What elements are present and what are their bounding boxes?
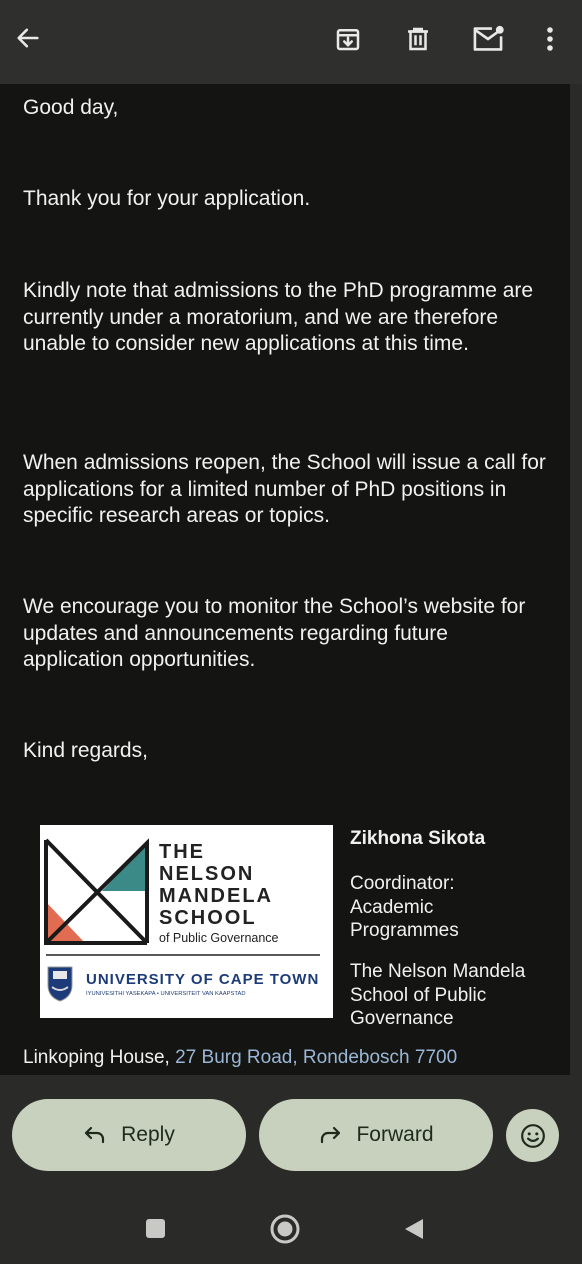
sender-organization: The Nelson Mandela School of Public Governance — [350, 961, 526, 1029]
sender-address — [23, 1047, 457, 1069]
top-toolbar — [0, 0, 582, 84]
more-options-button[interactable] — [534, 19, 566, 59]
forward-icon — [318, 1124, 342, 1146]
emoji-reaction-button[interactable] — [506, 1109, 559, 1162]
reply-button[interactable] — [12, 1099, 246, 1171]
school-logo — [40, 825, 333, 1018]
logo-line-governance: of Public Governance — [159, 931, 279, 945]
archive-button[interactable] — [328, 19, 368, 59]
arrow-left-icon — [14, 24, 42, 52]
square-icon — [145, 1218, 166, 1239]
mail-unread-icon — [471, 24, 505, 54]
closing: Kind regards, — [23, 739, 148, 762]
logo-line-school: SCHOOL — [159, 907, 257, 929]
scrollbar[interactable] — [570, 84, 582, 1075]
paragraph-moratorium: Kindly note that admissions to the PhD programme are currently under a moratorium, and we are therefore unable to consider new applications at this time. — [23, 279, 534, 355]
archive-icon — [333, 24, 363, 54]
reply-label: Reply — [121, 1123, 175, 1146]
forward-label: Forward — [356, 1123, 434, 1146]
sender-title: Coordinator: Academic Programmes — [350, 873, 459, 941]
reply-icon — [83, 1124, 107, 1146]
paragraph-thanks: Thank you for your application. — [23, 187, 311, 210]
more-vert-icon — [546, 26, 554, 52]
home-button[interactable] — [269, 1213, 301, 1250]
logo-university: UNIVERSITY OF CAPE TOWN — [86, 971, 320, 988]
greeting: Good day, — [23, 96, 119, 119]
delete-button[interactable] — [398, 19, 438, 59]
logo-line-nelson: NELSON — [159, 863, 255, 885]
smiley-icon — [520, 1123, 546, 1149]
mark-unread-button[interactable] — [467, 19, 509, 59]
paragraph-monitor: We encourage you to monitor the School’s website for updates and announcements regarding future application opportunities. — [23, 595, 526, 671]
triangle-back-icon — [402, 1217, 426, 1241]
paragraph-reopen: When admissions reopen, the School will issue a call for applications for a limited number of PhD positions in specific research areas or topics. — [23, 451, 546, 527]
logo-university-tagline: IYUNIVESITHI YASEKAPA • UNIVERSITEIT VAN KAAPSTAD — [86, 991, 246, 997]
back-button[interactable] — [8, 18, 48, 58]
logo-line-mandela: MANDELA — [159, 885, 273, 907]
sender-name: Zikhona Sikota — [350, 828, 486, 849]
address-text: Linkoping House, — [23, 1047, 176, 1068]
circle-home-icon — [269, 1213, 301, 1245]
forward-button[interactable] — [259, 1099, 493, 1171]
trash-icon — [403, 24, 433, 54]
address-link[interactable]: 27 Burg Road, Rondebosch 7700 — [175, 1047, 458, 1068]
system-nav-bar — [0, 1190, 582, 1264]
back-nav-button[interactable] — [402, 1217, 426, 1246]
recents-button[interactable] — [145, 1218, 166, 1244]
logo-line-the: THE — [159, 841, 205, 863]
